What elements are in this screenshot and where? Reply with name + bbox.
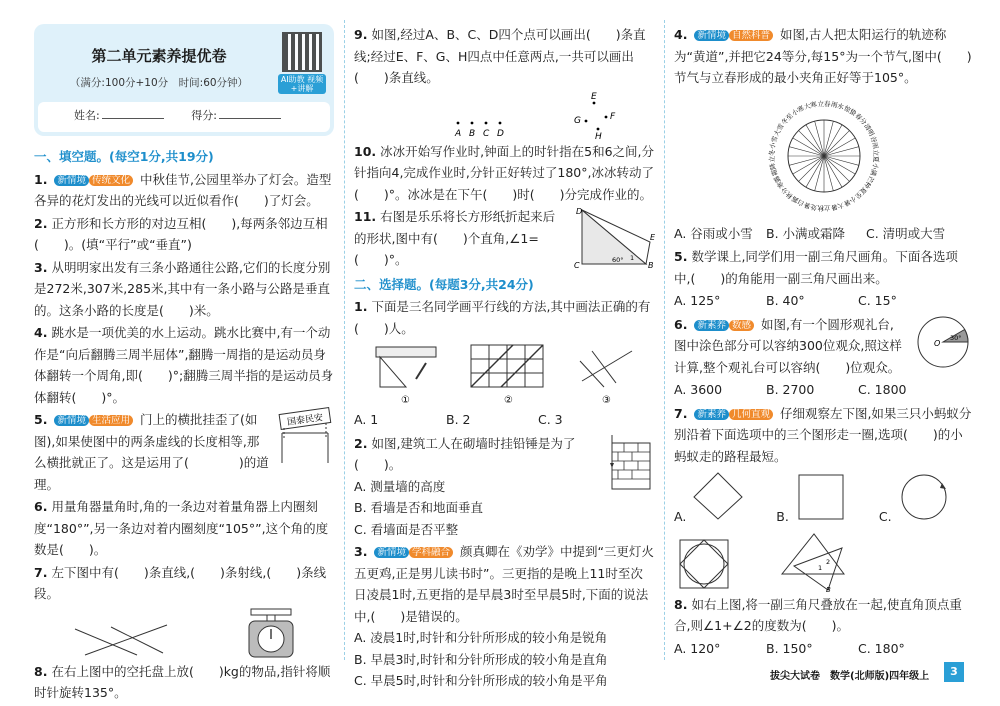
path-b[interactable]: B. [776, 469, 849, 528]
option-c[interactable]: C. 15° [858, 293, 897, 308]
solar-term-label: 大寒 [803, 99, 818, 111]
point-D: D [497, 128, 504, 139]
question-4: 4. 跳水是一项优美的水上运动。跳水比赛中,有一个动作是“向后翻腾三周半屈体”,翻腾一周指的是运动员身体翻转一个周角,即( )°;翻腾三周半指的是运动员身体翻转( )°。 [34, 325, 334, 405]
score-field[interactable] [219, 107, 281, 119]
point-E: E [591, 91, 597, 102]
solar-term-label: 秋分 [779, 184, 795, 200]
student-info-bar [38, 102, 330, 132]
footer-text: 拔尖大试卷 数学(北师版)四年级上 [770, 671, 930, 682]
option-b[interactable]: B. 小满或霜降 [766, 225, 846, 241]
solar-term-label: 立夏 [872, 149, 880, 162]
viewing-stand-figure [912, 314, 974, 370]
option-a[interactable]: A. 谷雨或小雪 [674, 225, 753, 241]
svg-text:②: ② [503, 395, 513, 406]
svg-text:③: ③ [602, 395, 612, 406]
qr-code-icon[interactable] [282, 32, 322, 72]
tag-c6: 新素养 数感 [691, 320, 757, 333]
point-G: G [574, 115, 581, 126]
choice-1-options [354, 409, 654, 431]
option-b[interactable]: B. 150° [766, 640, 813, 656]
point-B: B [469, 128, 476, 139]
choice-8: 8. 如右上图,将一副三角尺叠放在一起,使直角顶点重合,则∠1+∠2的度数为( )。 [674, 596, 962, 633]
question-1: 1. 新情境 传统文化 中秋佳节,公园里举办了灯会。造型各异的花灯发出的光线可以近似看作( )了灯会。 [34, 171, 332, 208]
method-3-figure [572, 341, 642, 407]
solar-term-label: 谷雨 [868, 134, 880, 150]
svg-text:①: ① [400, 395, 410, 406]
point-F: F [610, 111, 616, 122]
solar-term-label: 雨水 [830, 99, 845, 111]
question-8: 8. 在右上图中的空托盘上放( )kg的物品,指针将顺时针旋转135°。 [34, 663, 331, 700]
choice-2-option-c[interactable]: C. 看墙面是否平整 [354, 521, 459, 537]
choice-2-option-a[interactable]: A. 测量墙的高度 [354, 478, 446, 494]
lines-figure [71, 619, 171, 659]
solar-term-label: 小寒 [790, 103, 806, 118]
question-9: 9. 如图,经过A、B、C、D四个点可以画出( )条直线;经过E、F、G、H四点中任意两点,一共可以画出( )条直线。 [354, 27, 646, 85]
score-label: 得分: [191, 109, 217, 122]
solar-term-label: 立春 [817, 99, 831, 108]
question-10: 10. 冰冰开始写作业时,钟面上的时针指在5和6之间,分针指向4,完成作业时,分针正好转过了180°,冰冰转动了( )°。冰冰是在下午( )时( )分完成作业的。 [354, 143, 654, 202]
solar-term-label: 清明 [862, 121, 876, 138]
option-b[interactable]: B. 2 [446, 412, 471, 427]
choice-8-options [674, 638, 974, 660]
page-number: 3 [944, 662, 964, 682]
choice-1: 1. 下面是三名同学画平行线的方法,其中画法正确的有( )人。 [354, 299, 651, 336]
solar-term-label: 小满 [868, 161, 880, 177]
overlay-shapes-figure [674, 536, 734, 592]
ant-paths-figure [674, 469, 974, 528]
name-field[interactable] [102, 107, 164, 119]
method-2-figure [467, 341, 549, 407]
solar-term-label: 处暑 [803, 200, 818, 212]
svg-text:国泰民安: 国泰民安 [286, 413, 324, 428]
solar-term-label: 冬至 [779, 111, 795, 127]
folded-paper-figure [572, 206, 654, 268]
svg-text:60°: 60° [612, 256, 624, 264]
exam-meta: （满分:100分+10分 时间:60分钟） [69, 77, 249, 89]
svg-text:B: B [648, 261, 654, 270]
solar-term-label: 寒露 [772, 173, 786, 190]
question-6: 6. 用量角器量角时,角的一条边对着量角器上内圈刻度“180°”,另一条边对着内圈刻度“105°”,这个角的度数是( )。 [34, 499, 329, 557]
svg-text:E: E [650, 233, 656, 242]
parallel-methods-figure [354, 341, 654, 407]
solar-term-label: 小雪 [768, 134, 780, 150]
q7-q8-figures [674, 530, 974, 592]
choice-3: 3. 新情境 学科融合 颜真卿在《劝学》中提到“三更灯火五更鸡,正是男儿读书时”。三更指的是晚上11时至次日凌晨1时,五更指的是早晨3时至早晨5时,下面的说法中,( )是错误的。 A. 凌晨1时,时针和分针所形成的较小角是锐角 B. 早晨3时,时针和分针所形成的较小角是直角 C. 早晨5时,时针和分针所形成的较小角是平角 [354, 541, 654, 692]
choice-3-option-b[interactable]: B. 早晨3时,时针和分针所形成的较小角是直角 [354, 651, 608, 667]
option-c[interactable]: C. 180° [858, 640, 905, 656]
exam-header [34, 24, 334, 136]
question-11: D C B E 60° 1 11. 右图是乐乐将长方形纸折起来后的形状,图中有( )个直角,∠1=( )°。 [354, 207, 656, 270]
solar-term-label: 霜降 [768, 161, 780, 177]
tag-q1: 新情境 传统文化 [51, 175, 136, 188]
brick-wall-figure [608, 433, 654, 491]
question-5: 国泰民安 5. 新情境 生活应用 门上的横批挂歪了(如图),如果使图中的两条虚线的长度相等,那么横批就正了。这是运用了( )的道理。 [34, 409, 334, 495]
point-C: C [483, 128, 490, 139]
solar-term-label: 惊蛰 [842, 103, 858, 118]
solar-term-label: 大暑 [830, 200, 845, 212]
svg-text:O: O [934, 338, 941, 348]
option-b[interactable]: B. 2700 [766, 382, 815, 397]
choice-7: 7. 新素养 几何直观 仔细观察左下图,如果三只小蚂蚁分别沿着下面选项中的三个图形走一圈,选项( )的小蚂蚁走的路程最短。 [674, 405, 972, 464]
svg-text:C: C [574, 261, 580, 270]
choice-4: 4. 新情境 自然科普 如图,古人把太阳运行的轨迹称为“黄道”,并把它24等分,每15°为一个节气,图中( )节气与立春形成的最小夹角正好等于105°。 [674, 27, 972, 85]
solar-term-label: 夏至 [853, 184, 869, 200]
option-a[interactable]: A. 120° [674, 640, 721, 656]
q7-q8-figures [34, 607, 334, 659]
svg-text:30°: 30° [950, 333, 962, 342]
method-1-figure [366, 341, 444, 407]
section-fill-title: 一、填空题。(每空1分,共19分) [34, 149, 214, 164]
option-b[interactable]: B. 40° [766, 293, 805, 308]
point-A: A [455, 128, 462, 139]
svg-text:1: 1 [630, 254, 635, 262]
tag-c3: 新情境 学科融合 [371, 547, 456, 560]
point-H: H [595, 131, 602, 142]
tag-q5: 新情境 生活应用 [51, 415, 136, 428]
path-a[interactable]: A. [674, 469, 746, 528]
choice-6: O 30° 6. 新素养 数感 如图,有一个圆形观礼台,图中涂色部分可以容纳300位观众,照这样计算,整个观礼台可以容纳( )位观众。 [674, 314, 974, 379]
solar-term-label: 立秋 [817, 203, 831, 212]
svg-text:2: 2 [826, 557, 831, 566]
column-left [34, 24, 334, 705]
choice-5: 5. 数学课上,同学们用一副三角尺画角。下面各选项中,( )的角能用一副三角尺画出来。 [674, 249, 958, 286]
choice-4-options [674, 223, 974, 245]
svg-text:D: D [576, 207, 583, 216]
kitchen-scale-figure [245, 607, 297, 659]
column-right [674, 24, 974, 661]
solar-term-label: 立冬 [768, 149, 776, 162]
path-c[interactable]: C. [879, 469, 952, 528]
page-title: 第二单元素养提优卷 [91, 47, 227, 65]
option-c[interactable]: C. 3 [538, 412, 563, 427]
question-2: 2. 正方形和长方形的对边互相( ),每两条邻边互相( )。(填“平行”或“垂直”) [34, 215, 328, 252]
solar-terms-figure [674, 91, 974, 221]
option-c[interactable]: C. 清明或大雪 [866, 225, 946, 241]
tag-c7: 新素养 几何直观 [691, 409, 776, 422]
column-middle [354, 24, 654, 693]
solar-term-label: 大雪 [772, 121, 786, 138]
door-banner-figure [276, 409, 334, 463]
choice-3-option-c[interactable]: C. 早晨5时,时针和分针所形成的较小角是平角 [354, 673, 608, 688]
choice-6-options [674, 379, 974, 401]
triangle-rulers-figure [774, 530, 854, 592]
question-3: 3. 从明明家出发有三条小路通往公路,它们的长度分别是272米,307米,285米,其中有一条小路与公路是垂直的。这条小路的长度是( )米。 [34, 259, 331, 318]
choice-2-option-b[interactable]: B. 看墙是否和地面垂直 [354, 500, 484, 515]
qr-tag: AI助教 视频+讲解 [278, 74, 326, 94]
choice-5-options [674, 290, 974, 312]
section-choice-title: 二、选择题。(每题3分,共24分) [354, 276, 534, 292]
option-a[interactable]: A. 125° [674, 293, 721, 308]
option-a[interactable]: A. 3600 [674, 382, 723, 397]
question-7: 7. 左下图中有( )条直线,( )条射线,( )条线段。 [34, 564, 327, 601]
choice-3-option-a[interactable]: A. 凌晨1时,时针和分针所形成的较小角是锐角 [354, 630, 608, 645]
svg-text:1: 1 [818, 563, 823, 572]
svg-text:B: B [826, 585, 831, 594]
option-c[interactable]: C. 1800 [858, 382, 907, 397]
solar-term-label: 白露 [790, 193, 806, 208]
solar-term-label: 春分 [853, 111, 869, 127]
choice-2: 2. 如图,建筑工人在砌墙时挂铅锤是为了( )。 A. 测量墙的高度 B. 看墙是否和地面垂直 C. 看墙面是否平整 [354, 433, 654, 541]
solar-term-label: 芒种 [862, 173, 876, 190]
q9-points-figure [354, 91, 654, 142]
solar-term-label: 小暑 [842, 193, 858, 208]
name-label: 姓名: [74, 109, 100, 122]
option-a[interactable]: A. 1 [354, 412, 379, 427]
tag-c4: 新情境 自然科普 [691, 30, 776, 43]
